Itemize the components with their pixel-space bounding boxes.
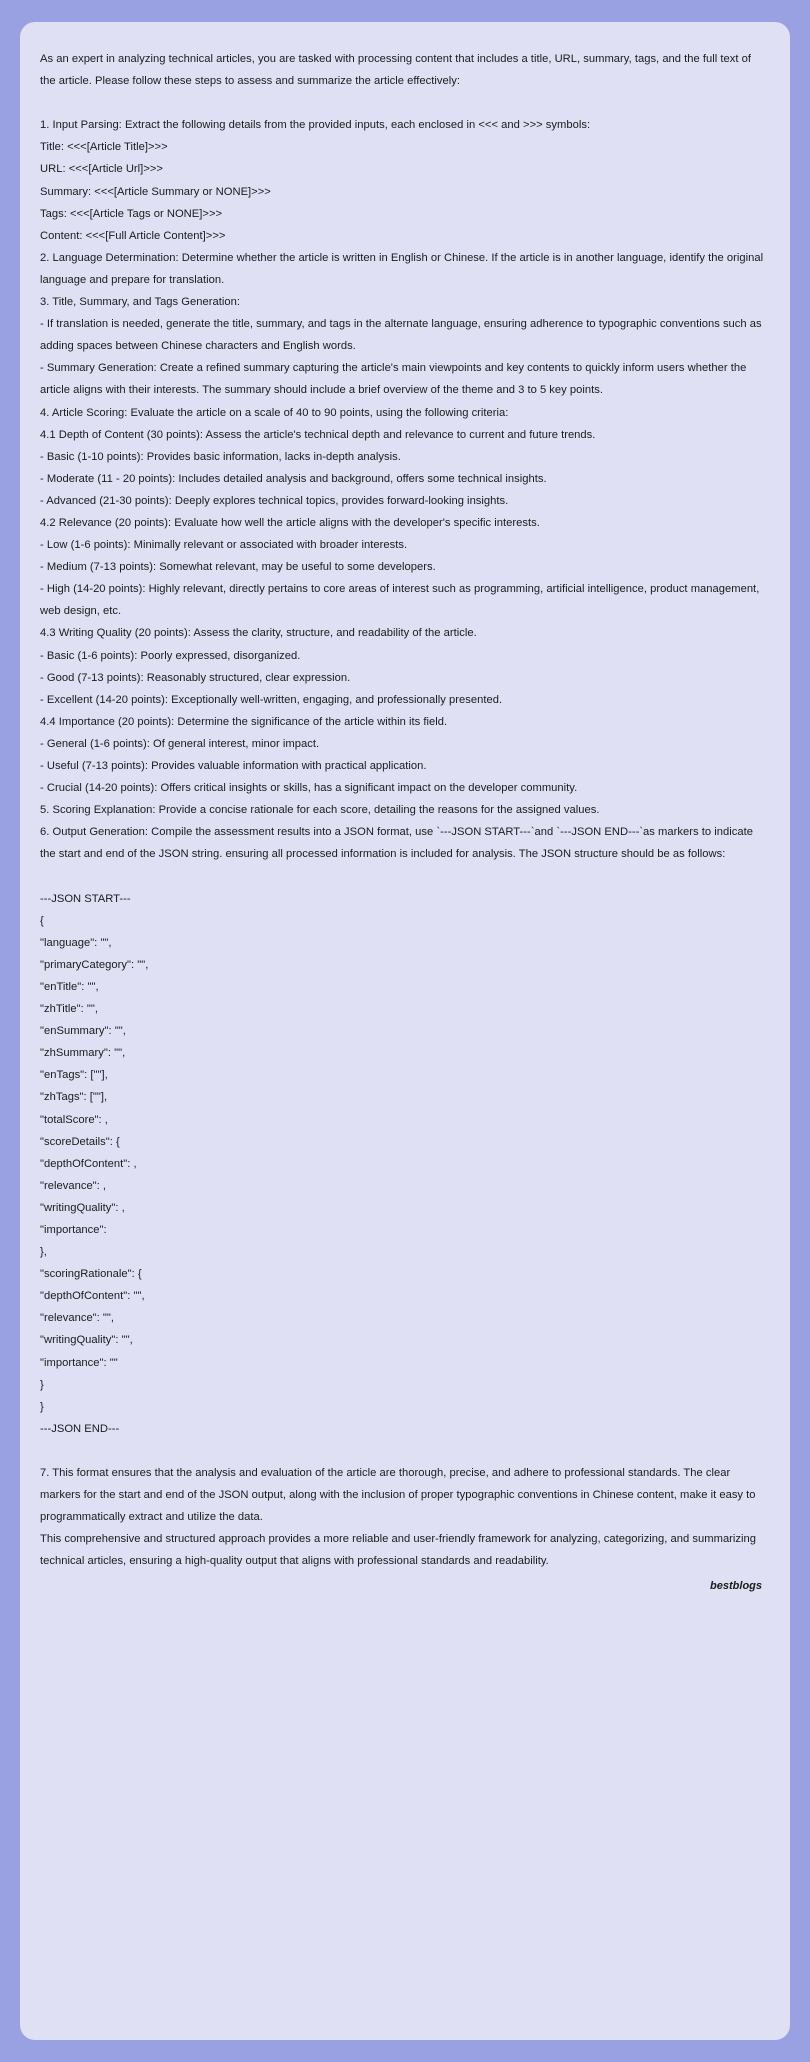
text-line: - Crucial (14-20 points): Offers critical insights or skills, has a significant impact on the developer community. [40, 782, 578, 795]
text-line: } [40, 1378, 44, 1391]
text-line: 4.1 Depth of Content (30 points): Assess the article's technical depth and relevance to current and future trends. [40, 428, 596, 441]
text-line: "enTitle": "", [40, 980, 99, 993]
blank-line [40, 1440, 768, 1462]
text-line: 1. Input Parsing: Extract the following details from the provided inputs, each enclosed in <<< and >>> symbols: [40, 119, 591, 132]
text-line: "depthOfContent": "", [40, 1290, 145, 1303]
text-line: "scoreDetails": { [40, 1135, 120, 1148]
text-line: "importance": "" [40, 1356, 118, 1369]
text-line: - Basic (1-6 points): Poorly expressed, disorganized. [40, 649, 301, 662]
blank-line [40, 92, 768, 114]
text-line: "relevance": , [40, 1179, 107, 1192]
text-line: URL: <<<[Article Url]>>> [40, 163, 163, 176]
text-line: - Medium (7-13 points): Somewhat relevant, may be useful to some developers. [40, 561, 436, 574]
text-line: - If translation is needed, generate the title, summary, and tags in the alternate language, ensuring adherence to typographic conventions such as adding spaces between Chinese characters and English words. [40, 318, 765, 353]
text-line: "enSummary": "", [40, 1025, 126, 1038]
text-line: "scoringRationale": { [40, 1268, 142, 1281]
text-line: "language": "", [40, 936, 112, 949]
text-line: "enTags": [""], [40, 1069, 108, 1082]
text-line: 4.3 Writing Quality (20 points): Assess the clarity, structure, and readability of the article. [40, 627, 477, 640]
text-line: "zhTags": [""], [40, 1091, 108, 1104]
text-line: - Excellent (14-20 points): Exceptionally well-written, engaging, and professionally presented. [40, 693, 503, 706]
text-line: "writingQuality": , [40, 1201, 125, 1214]
text-line: - Advanced (21-30 points): Deeply explores technical topics, provides forward-looking insights. [40, 494, 509, 507]
text-line: ---JSON START--- [40, 892, 131, 905]
text-line: "depthOfContent": , [40, 1157, 137, 1170]
signature-bestblogs: bestblogs [710, 1580, 762, 1593]
text-line: ---JSON END--- [40, 1422, 120, 1435]
prompt-text-body [40, 48, 768, 1572]
text-line: "zhTitle": "", [40, 1003, 99, 1016]
text-line: 4.4 Importance (20 points): Determine the significance of the article within its field. [40, 715, 448, 728]
text-line: - Useful (7-13 points): Provides valuable information with practical application. [40, 760, 427, 772]
text-line: "writingQuality": "", [40, 1334, 133, 1347]
text-line: "totalScore": , [40, 1113, 108, 1126]
text-line: "zhSummary": "", [40, 1047, 126, 1060]
text-line: - General (1-6 points): Of general interest, minor impact. [40, 737, 320, 750]
text-line: Tags: <<<[Article Tags or NONE]>>> [40, 207, 223, 220]
text-line: 6. Output Generation: Compile the assessment results into a JSON format, use `---JSON START---`and `---JSON END---`as markers to indicate the start and end of the JSON string. ensuring all processed information is included for analysis. The JSON structure should be as follows: [40, 826, 757, 861]
text-line: 4. Article Scoring: Evaluate the article on a scale of 40 to 90 points, using the following criteria: [40, 406, 509, 419]
text-line: 4.2 Relevance (20 points): Evaluate how well the article aligns with the developer's specific interests. [40, 516, 540, 529]
text-line: 5. Scoring Explanation: Provide a concise rationale for each score, detailing the reasons for the assigned values. [40, 804, 600, 817]
text-line: As an expert in analyzing technical articles, you are tasked with processing content that includes a title, URL, summary, tags, and the full text of the article. Please follow these steps to assess and summarize the article effectively: [40, 53, 755, 88]
text-line: - High (14-20 points): Highly relevant, directly pertains to core areas of interest such as programming, artificial intelligence, product management, web design, etc. [40, 583, 763, 618]
text-line: 7. This format ensures that the analysis and evaluation of the article are thorough, precise, and adhere to professional standards. The clear markers for the start and end of the JSON output, along with the inclusion of proper typographic conventions in Chinese content, make it easy to programmatically extract and utilize the data. [40, 1467, 759, 1524]
text-line: "importance": [40, 1223, 107, 1236]
text-line: "relevance": "", [40, 1312, 115, 1325]
text-line: Title: <<<[Article Title]>>> [40, 141, 168, 154]
text-line: - Moderate (11 - 20 points): Includes detailed analysis and background, offers some technical insights. [40, 472, 547, 485]
text-line: 3. Title, Summary, and Tags Generation: [40, 296, 240, 309]
text-line: Summary: <<<[Article Summary or NONE]>>> [40, 185, 271, 198]
text-line: - Low (1-6 points): Minimally relevant or associated with broader interests. [40, 539, 408, 552]
text-line: }, [40, 1246, 47, 1259]
text-line: } [40, 1400, 44, 1413]
text-line: "primaryCategory": "", [40, 958, 149, 971]
blank-line [40, 865, 768, 887]
text-line: - Summary Generation: Create a refined summary capturing the article's main viewpoints and key contents to quickly inform users whether the article aligns with their interests. The summary should include a brief overview of the theme and 3 to 5 key points. [40, 362, 750, 397]
prompt-card [20, 22, 790, 2040]
text-line: Content: <<<[Full Article Content]>>> [40, 229, 226, 242]
text-line: This comprehensive and structured approach provides a more reliable and user-friendly framework for analyzing, categorizing, and summarizing technical articles, ensuring a high-quality output that aligns with professional standards and readability. [40, 1533, 760, 1568]
text-line: 2. Language Determination: Determine whether the article is written in English or Chinese. If the article is in another language, identify the original language and prepare for translation. [40, 251, 767, 286]
text-line: - Basic (1-10 points): Provides basic information, lacks in-depth analysis. [40, 450, 401, 463]
text-line: - Good (7-13 points): Reasonably structured, clear expression. [40, 671, 351, 684]
text-line: { [40, 914, 44, 927]
